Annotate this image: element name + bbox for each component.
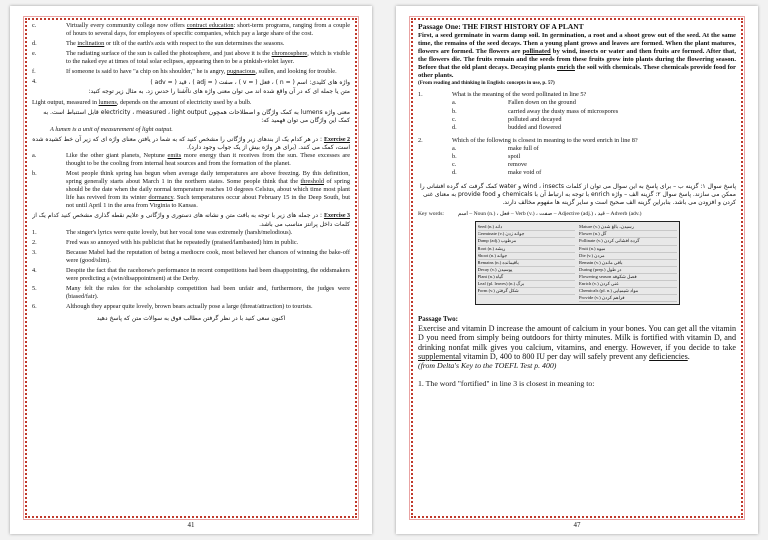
question-number: 2. (418, 136, 423, 144)
passage-two-title: Passage Two: (418, 315, 458, 324)
answer-option (452, 145, 736, 153)
vocabulary-entry: Leaf (pl. leaves) (n.) برگ (478, 281, 576, 288)
persian-instruction: اکنون سعی کنید با در نظر گرفتن مطالب فوق به سوالات متن که پاسخ دهید (96, 315, 286, 323)
vocabulary-entry: Flower (n.) گل (579, 231, 677, 238)
item-label: c. (32, 22, 37, 29)
example-conclusion: A lumen is a unit of measurement of light output. (50, 125, 173, 133)
persian-paragraph: واژه های کلیدی: اسم ( = n ) ، فعل ( = v ) ، صفت ( = adj ) ، قید ( = adv ) (150, 79, 350, 87)
page-number: 41 (187, 521, 195, 529)
keyword: supplemental (418, 351, 462, 361)
text-run: , sullen, and looking for trouble. (255, 68, 337, 76)
text-run: of spring should be the date when the daily normal temperature reaches 10 degrees Celsius, about which time most plant life has revived from its winter (66, 178, 350, 202)
text-run: , which is visible to the naked eye at times of total solar eclipses, appearing then to be a pinkish-violet layer. (66, 50, 350, 66)
item-label: e. (32, 50, 37, 58)
text-run: by wind, insects or water and then fruits are formed. After that, the flowers die. The fruits remain and the seeds from these fruits grow into plants during the flowering season. Before that the old plant decays. Decaying plants (418, 47, 736, 71)
vocabulary-table (475, 221, 680, 305)
keyword: lumens (98, 99, 117, 107)
option-text: carried away the dusty mass of microspores (508, 107, 619, 115)
answer-option (452, 116, 736, 124)
question-stem: What is the meaning of the word pollinated in line 5? (452, 91, 587, 99)
option-letter: c. (452, 115, 457, 123)
keyword: pollinated (522, 47, 551, 55)
option-text: remove (508, 160, 527, 168)
option-letter: d. (452, 168, 457, 176)
list-item (32, 267, 350, 283)
page-number: 47 (573, 521, 581, 529)
vocabulary-column-right (577, 222, 679, 304)
vocabulary-entry: Shoot (n.) جوانه (478, 253, 576, 260)
item-label: 4. (32, 266, 37, 274)
item-label: 5. (32, 285, 37, 293)
persian-paragraph: متن یا جمله ای که در آن واقع شده اند می توان معنی واژه های ناآشنا را حدس زد. به مثال زیر توجه کنید: (88, 88, 350, 96)
item-list-top (32, 22, 350, 76)
list-item (32, 303, 350, 311)
item-text: Because Mabel had the reputation of being a mediocre cook, most believed her chances of winning the bake-off were (good/slim). (66, 248, 350, 264)
list-item (32, 50, 350, 66)
keyword: emits (167, 152, 182, 160)
vocabulary-entry: Remains (n.) باقیمانده (478, 260, 576, 267)
option-letter: c. (452, 160, 457, 168)
list-item (32, 229, 350, 237)
answer-option (452, 169, 736, 177)
vocabulary-entry: Flowering season فصل شکوفه (579, 274, 677, 281)
list-item (32, 68, 350, 76)
vocabulary-entry: Mature (v.) رسیدن، بالغ شدن (579, 224, 677, 231)
left-page-content (32, 22, 350, 508)
exercise-2-heading: Exercise 2 : در هر کدام یک از بندهای زیر واژگانی را مشخص کنید که به شما در یافتن معنای واژه ای که زیر آن خط کشیده شده است، کمک می کنند. (برای هر واژه بیش از یک جواب وجود دارد). (32, 135, 350, 152)
passage-one-body (418, 32, 736, 80)
vocabulary-entry: Enrich (v.) غنی کردن (579, 281, 677, 288)
keyword: contract education (186, 22, 234, 29)
item-4 (32, 78, 350, 97)
list-item (32, 152, 350, 168)
option-letter: b. (452, 152, 457, 160)
text-run: or tilt of the earth's axis with respect to the sun determines the seasons. (104, 40, 285, 48)
vocabulary-entry: Root (n.) ریشه (478, 246, 576, 253)
option-text: spoil (508, 152, 521, 160)
right-page-content (418, 22, 736, 508)
question-number: 1. (418, 91, 423, 99)
item-label: 4. (32, 78, 37, 86)
option-text: make full of (508, 144, 539, 152)
question (418, 91, 736, 99)
answer-option (452, 124, 736, 132)
passage-one-source: (From reading and thinking in English: concepts in use, p. 57) (418, 79, 555, 86)
persian-answer-explanation: پاسخ سوال ۱: گزینه ب – برای پاسخ به این سوال می توان از کلمات wind ، insects و water کمک گرفت که گرده افشانی را ممکن می سازند. پاسخ سوال ۲: گزینه الف – واژه enrich با توجه به ارتباط آن با chemicals و provide food به معنای غنی کردن و افزودن می باشد. بنابراین گزینه الف صحیح است و سایر گزینه ها مفهوم مخالف دارند. (420, 182, 736, 207)
text-run: The radiating surface of the sun is called the photosphere, and just above it is the (66, 50, 272, 58)
option-text: budded and flowered (508, 123, 562, 131)
keyword: deficiencies (649, 351, 688, 361)
item-text: The singer's lyrics were quite lovely, but her vocal tone was extremely (harsh/melodious). (66, 228, 293, 236)
item-text: Fred was so annoyed with his publicist that he repeatedly (praised/lambasted) him in public. (66, 238, 299, 246)
vocabulary-entry: Plant (n.) گیاه (478, 274, 576, 281)
text-run: . (687, 351, 690, 361)
list-item (32, 285, 350, 301)
persian-paragraph: معنی واژه lumens به کمک واژگان و اصطلاحات همچون electricity ، measured ، light output قابل استنباط است. به کمک این واژگان می توان فهمید که: (43, 108, 350, 124)
exercise-3-heading: Exercise 3 : در جمله های زیر با توجه به بافت متن و نشانه های دستوری و واژگانی و علایم نقطه گذاری مشخص کنید کدام یک از کلمات داخل پرانتز مناسب می باشد. (32, 212, 350, 229)
option-letter: a. (452, 99, 457, 107)
keyword: pugnacious (226, 68, 256, 76)
text-run: The (66, 40, 78, 48)
text-run: more energy than it receives from the sun. These excesses are thought to be the cooling from internal heat sources and from the formation of the planet. (66, 152, 350, 168)
item-label: 2. (32, 238, 37, 246)
item-list-mid (32, 152, 350, 210)
answer-option (452, 99, 736, 107)
answer-option (452, 153, 736, 161)
list-item (32, 249, 350, 265)
option-letter: d. (452, 123, 457, 131)
vocabulary-column-left (476, 222, 578, 304)
item-text (66, 170, 350, 210)
question (418, 137, 736, 145)
keyword: chromosphere (271, 50, 308, 58)
item-text: Many felt the rules for the scholarship competition had been unfair and, furthermore, the judges were (biased/fair). (66, 285, 350, 301)
text-run: Most people think spring has begun when average daily temperatures are above freezing. By this definition, spring generally starts about March 1 in the northern states. Some people think that the (66, 170, 350, 186)
keywords-label: Key words: (418, 211, 444, 218)
item-label: 3. (32, 248, 37, 256)
item-text (66, 152, 350, 168)
vocabulary-entry: Form (v.) شکل گرفتن (478, 288, 576, 295)
option-letter: b. (452, 107, 457, 115)
item-text: Although they appear quite lovely, brown bears actually pose a large (threat/attraction) to tourists. (66, 303, 313, 311)
vocabulary-entry: Seed (n.) دانه (478, 224, 576, 231)
item-label: 1. (32, 228, 37, 236)
option-text: Fallen down on the ground (508, 99, 576, 107)
right-page (396, 6, 758, 534)
example-sentence: Light output, measured in lumens, depends on the amount of electricity used by a bulb. (32, 99, 252, 107)
text-run: . Such temperatures occur about February 15 in the Deep South, but not until April 1 in the area from Virginia to Kansas. (66, 194, 350, 210)
question-stem: Which of the following is closest in meaning to the word enrich in line 8? (452, 136, 638, 144)
keyword: inclination (77, 40, 105, 48)
item-text (66, 68, 350, 76)
vocabulary-entry: Remain (v.) باقی ماندن (579, 260, 677, 267)
answer-option (452, 108, 736, 116)
item-text: Despite the fact that the racehorse's performance in recent competitions had been disappointing, the oddsmakers were predicting a (win/disappointment) at the Derby. (66, 266, 350, 282)
list-item (32, 170, 350, 210)
option-text: polluted and decayed (508, 115, 562, 123)
item-label: 6. (32, 303, 37, 311)
vocabulary-entry: Die (v.) مردن (579, 253, 677, 260)
option-letter: a. (452, 144, 457, 152)
text-run: Exercise and vitamin D increase the amount of calcium in your bones. You can get all the vitamin D you need from simply being outdoors for thirty minutes. Milk is fortified with vitamin D, and drinking nonfat milk gives you calcium, vitamins, and energy. However, if you decide to take (418, 323, 736, 352)
item-label: f. (32, 68, 36, 76)
item-label: a. (32, 152, 37, 160)
passage-two-question: 1. The word "fortified" in line 3 is closest in meaning to: (418, 379, 595, 389)
vocabulary-entry: Decay (v.) پوسیدن (478, 267, 576, 274)
answer-option (452, 161, 736, 169)
list-item (32, 22, 350, 38)
item-text (66, 50, 350, 66)
passage-two-body (418, 324, 736, 361)
text-run: the soil with chemicals. These chemicals provide food for other plants. (418, 63, 736, 79)
vocabulary-entry: Provide (v.) فراهم کردن (579, 295, 677, 302)
keywords-row (418, 211, 736, 218)
text-run: First, a seed germinate in warm damp soil. In germination, a root and a shoot grow out of the seed. At the same time, the remains of the seed decays. Then a young plant grows and leaves are formed. When the plant matures, flowers are formed. The flowers are (418, 31, 736, 55)
text-run: : short-term programs, ranging from a couple of hours to several days, for employees of specific companies, which pay a large share of the cost. (66, 22, 350, 38)
vocabulary-entry: Damp (adj.) مرطوب (478, 238, 576, 245)
item-list-bottom (32, 229, 350, 311)
question-list (418, 91, 736, 176)
vocabulary-entry: Germinate (v.) جوانه زدن (478, 231, 576, 238)
list-item (32, 40, 350, 48)
keyword: dormancy (148, 194, 174, 202)
item-label: d. (32, 40, 37, 48)
vocabulary-entry: Fruit (n.) میوه (579, 246, 677, 253)
passage-two-source: (from Delta's Key to the TOEFL Test p. 400) (418, 361, 557, 371)
vocabulary-entry: Chemicals (pl. n.) مواد شیمیایی (579, 288, 677, 295)
item-label: b. (32, 170, 37, 178)
keyword: threshold (300, 178, 324, 186)
vocabulary-entry: Pollinate (v.) گرده افشانی کردن (579, 238, 677, 245)
passage-one-title: Passage One: THE FIRST HISTORY OF A PLANT (418, 22, 584, 31)
vocabulary-entry: During (prep.) در طول (579, 267, 677, 274)
list-item (32, 239, 350, 247)
text-run: vitamin D, 400 to 800 IU per day will safely prevent any (461, 351, 650, 361)
text-run: Virtually every community college now offers (66, 22, 187, 29)
keyword: enrich (557, 63, 575, 71)
left-page (10, 6, 372, 534)
item-text (66, 40, 350, 48)
keywords-legend: اسم – Noun (n.) ، فعل – Verb (v.) ، صفت – Adjective (adj.) ، قید – Adverb (adv.) (458, 211, 642, 218)
item-text (66, 22, 350, 38)
text-run: If someone is said to have "a chip on his shoulder," he is angry, (66, 68, 227, 76)
text-run: Like the other giant planets, Neptune (66, 152, 168, 160)
option-text: make void of (508, 168, 542, 176)
